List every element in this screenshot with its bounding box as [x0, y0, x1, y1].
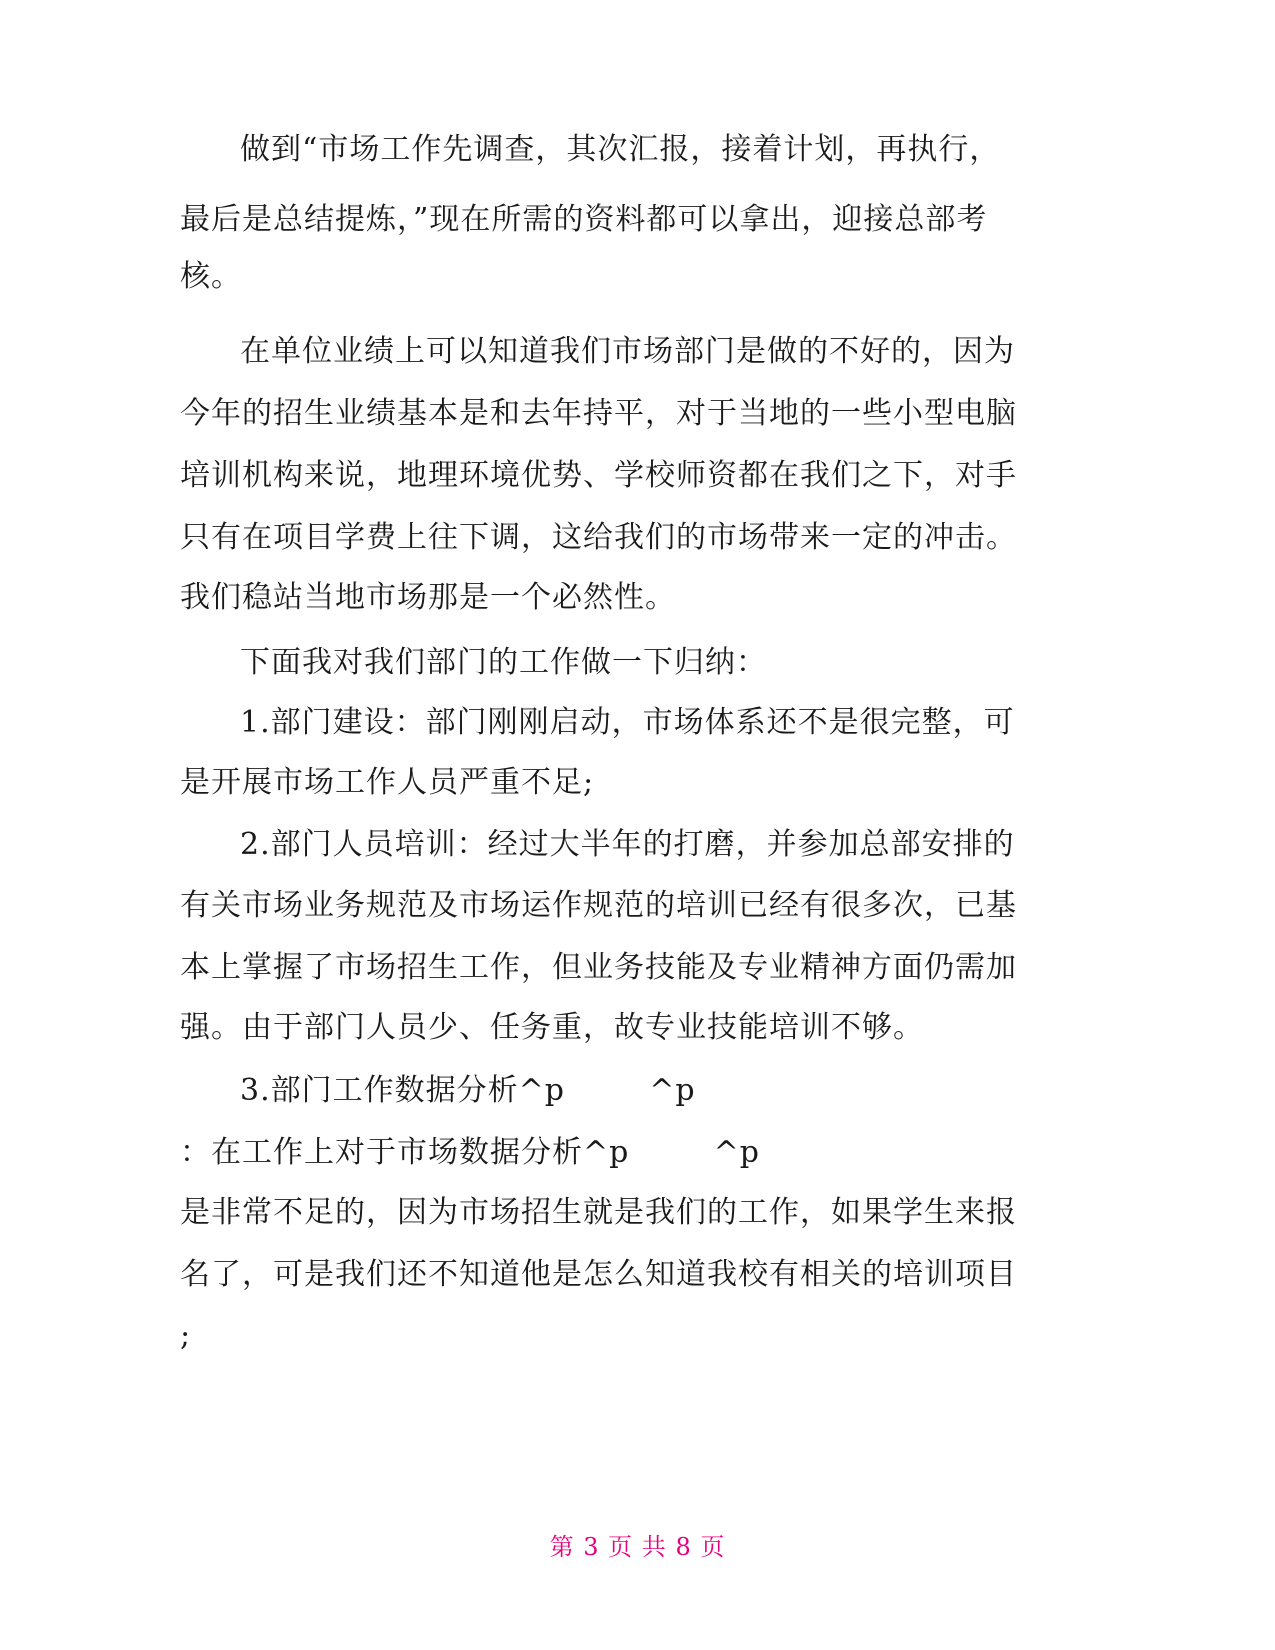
text-line: 我们稳站当地市场那是一个必然性。	[180, 580, 676, 615]
text-line: 下面我对我们部门的工作做一下归纳：	[240, 645, 767, 680]
text-line: 是开展市场工作人员严重不足;	[180, 765, 595, 800]
text-line: 只有在项目学费上往下调，这给我们的市场带来一定的冲击。	[180, 520, 1017, 555]
text-line: 有关市场业务规范及市场运作规范的培训已经有很多次，已基	[180, 888, 1017, 923]
text-line: 在单位业绩上可以知道我们市场部门是做的不好的，因为	[240, 334, 1015, 369]
text-line: 最后是总结提炼，”现在所需的资料都可以拿出，迎接总部考	[180, 202, 988, 237]
text-line: 2.部门人员培训：经过大半年的打磨，并参加总部安排的	[240, 827, 1015, 862]
text-line: 今年的招生业绩基本是和去年持平，对于当地的一些小型电脑	[180, 396, 1017, 431]
text-line: 本上掌握了市场招生工作，但业务技能及专业精神方面仍需加	[180, 950, 1017, 985]
text-line: ：在工作上对于市场数据分析^p ^p	[180, 1135, 760, 1170]
text-line: 是非常不足的，因为市场招生就是我们的工作，如果学生来报	[180, 1195, 1017, 1230]
text-line: 强。由于部门人员少、任务重，故专业技能培训不够。	[180, 1010, 924, 1045]
text-line: 1.部门建设：部门刚刚启动，市场体系还不是很完整，可	[240, 705, 1015, 740]
text-line: 3.部门工作数据分析^p ^p	[240, 1073, 696, 1108]
text-line: ;	[180, 1318, 192, 1353]
text-line: 名了，可是我们还不知道他是怎么知道我校有相关的培训项目	[180, 1257, 1017, 1292]
text-line: 核。	[180, 259, 242, 294]
text-line: 做到“市场工作先调查，其次汇报，接着计划，再执行，	[240, 132, 1001, 167]
page-number-footer: 第 3 页 共 8 页	[549, 1533, 726, 1561]
text-line: 培训机构来说，地理环境优势、学校师资都在我们之下，对手	[180, 458, 1017, 493]
